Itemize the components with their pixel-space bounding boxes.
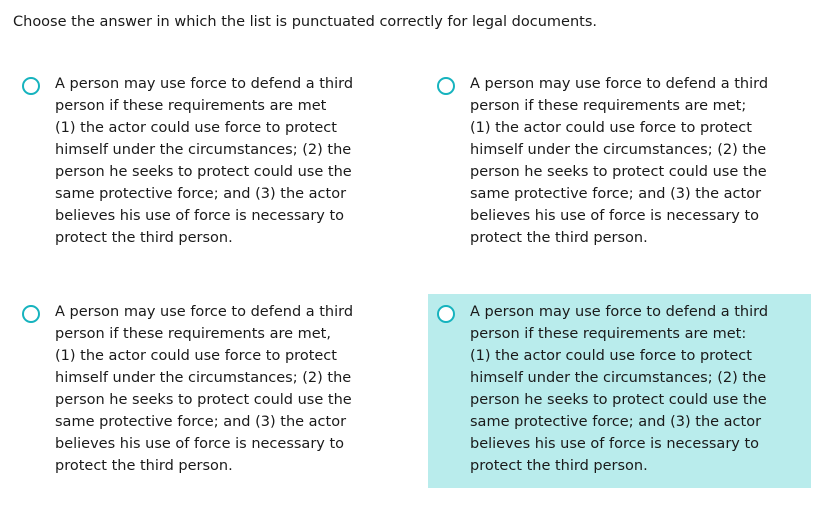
- answer-option-4[interactable]: [428, 294, 811, 488]
- answer-option-text: A person may use force to defend a third person if these requirements are met (1) the actor could use force to protect himself under the circumstances; (2) the person he seeks to protect could use the same protective force; and (3) the actor believes his use of force is necessary to protect the third person.: [55, 76, 354, 246]
- answer-option-text: A person may use force to defend a third person if these requirements are met, (1) the actor could use force to protect himself under the circumstances; (2) the person he seeks to protect could use the same protective force; and (3) the actor believes his use of force is necessary to protect the third person.: [55, 304, 354, 474]
- radio-button-icon[interactable]: [437, 305, 455, 323]
- answer-option-text: A person may use force to defend a third person if these requirements are met; (1) the actor could use force to protect himself under the circumstances; (2) the person he seeks to protect could use the same protective force; and (3) the actor believes his use of force is necessary to protect the third person.: [470, 76, 769, 246]
- answer-option-3[interactable]: [13, 294, 397, 488]
- question-prompt: Choose the answer in which the list is punctuated correctly for legal documents.: [13, 14, 597, 30]
- answer-option-text: A person may use force to defend a third person if these requirements are met: (1) the actor could use force to protect himself under the circumstances; (2) the person he seeks to protect could use the same protective force; and (3) the actor believes his use of force is necessary to protect the third person.: [470, 304, 769, 474]
- radio-button-icon[interactable]: [437, 77, 455, 95]
- answer-option-2[interactable]: [428, 66, 812, 266]
- radio-button-icon[interactable]: [22, 77, 40, 95]
- answer-option-1[interactable]: [13, 66, 397, 266]
- radio-button-icon[interactable]: [22, 305, 40, 323]
